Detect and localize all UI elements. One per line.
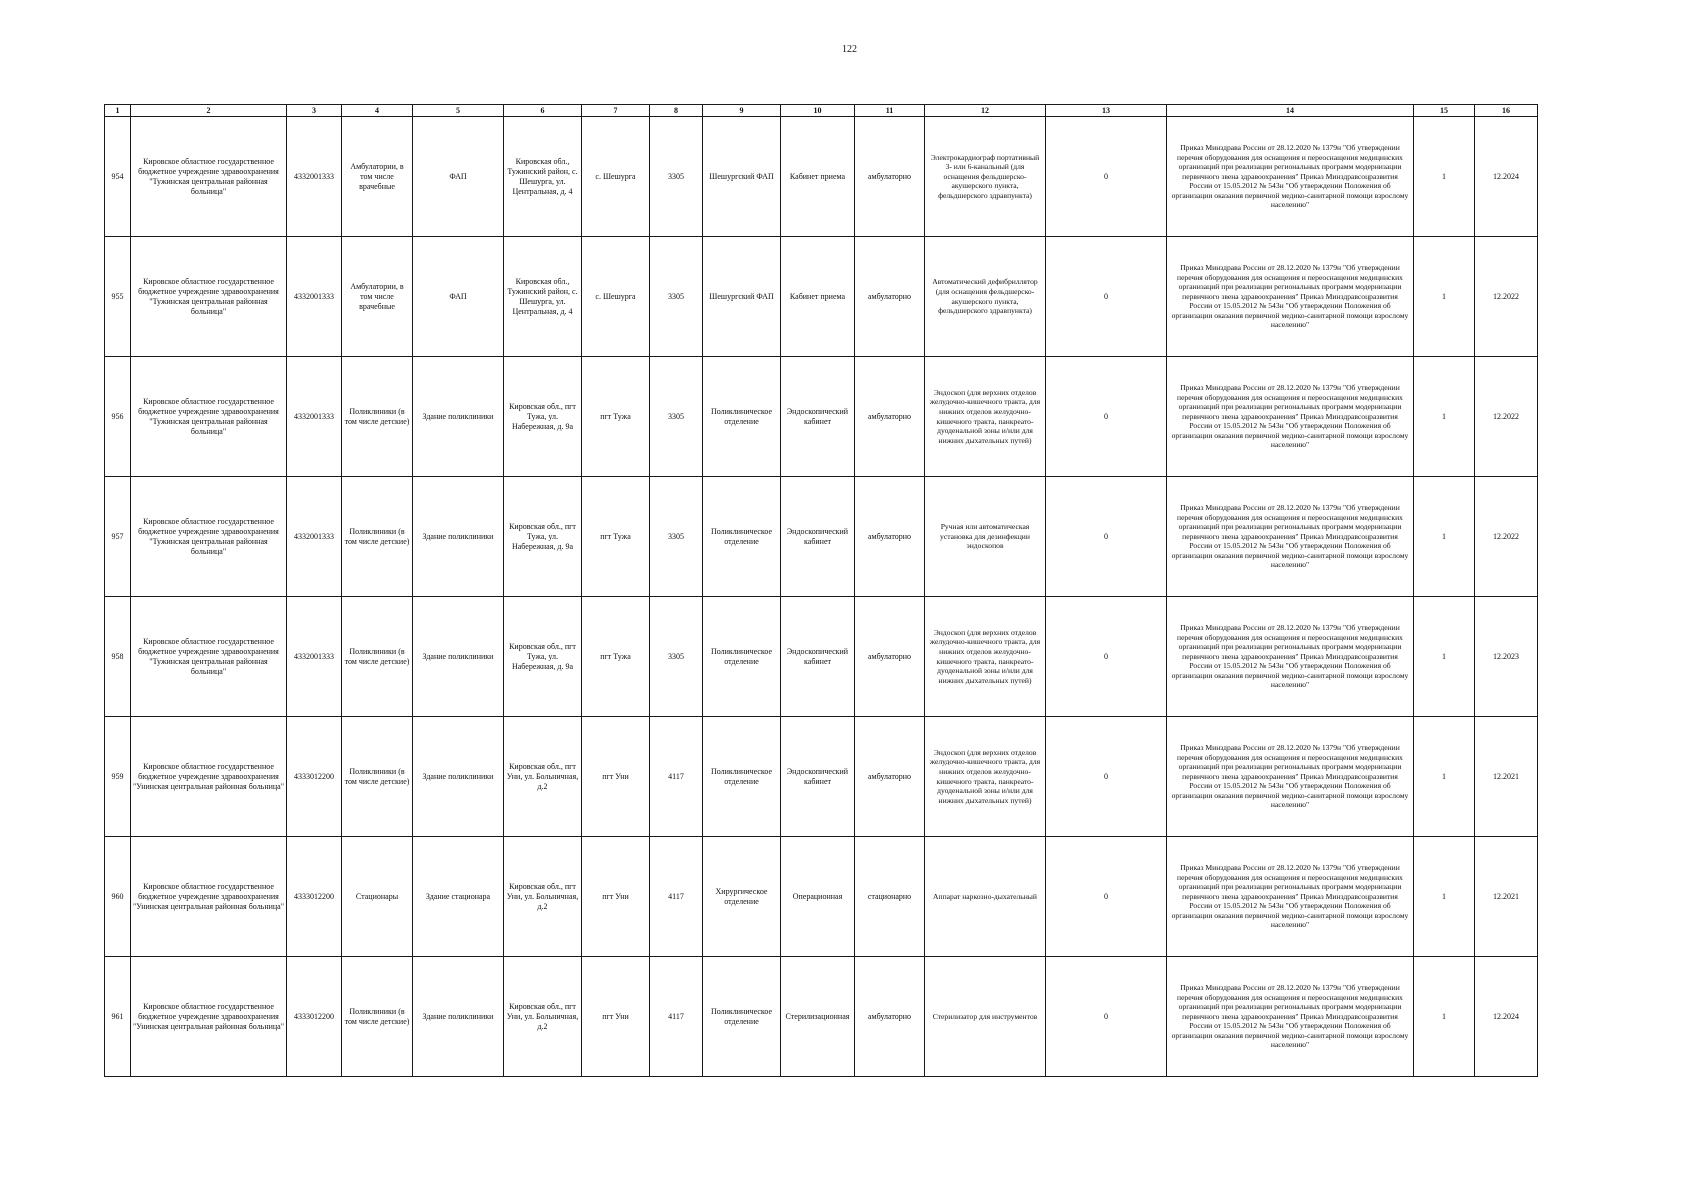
department: Поликлиническое отделение <box>703 357 781 477</box>
regulation: Приказ Минздрава России от 28.12.2020 № 1379н "Об утверждении перечня оборудования для оснащения и переоснащения медицинских организаций при реализации региональных программ модернизации первичного звена здравоохранения" Приказ Минздравсоцразвития России от 15.05.2012 № 543н "Об утверждении Положения об организации оказания первичной медико-санитарной помощи взрослому населению" <box>1167 237 1414 357</box>
column-header: 16 <box>1475 105 1538 117</box>
building: Здание поликлиники <box>413 717 504 837</box>
code: 3305 <box>650 237 703 357</box>
table-row <box>105 957 1538 1077</box>
room: Операционная <box>781 837 855 957</box>
delivery-date: 12.2021 <box>1475 837 1538 957</box>
inn: 4332001333 <box>287 117 342 237</box>
equipment-name: Эндоскоп (для верхних отделов желудочно-кишечного тракта, для нижних отделов желудочно-кишечного тракта, панкреато-дуоденальной зоны и/или для нижних дыхательных путей) <box>925 597 1046 717</box>
department: Шешургский ФАП <box>703 237 781 357</box>
code: 4117 <box>650 957 703 1077</box>
regulation: Приказ Минздрава России от 28.12.2020 № 1379н "Об утверждении перечня оборудования для оснащения и переоснащения медицинских организаций при реализации региональных программ модернизации первичного звена здравоохранения" Приказ Минздравсоцразвития России от 15.05.2012 № 543н "Об утверждении Положения об организации оказания первичной медико-санитарной помощи взрослому населению" <box>1167 357 1414 477</box>
building: Здание поликлиники <box>413 357 504 477</box>
care-mode: стационарно <box>855 837 925 957</box>
delivery-date: 12.2021 <box>1475 717 1538 837</box>
room: Стерилизационная <box>781 957 855 1077</box>
column-header: 15 <box>1414 105 1475 117</box>
table-row <box>105 837 1538 957</box>
row-number: 960 <box>105 837 131 957</box>
building: Здание поликлиники <box>413 957 504 1077</box>
care-mode: амбулаторно <box>855 717 925 837</box>
organization-name: Кировское областное государственное бюджетное учреждение здравоохранения "Тужинская центральная районная больница" <box>131 477 287 597</box>
inn: 4333012200 <box>287 957 342 1077</box>
inn: 4332001333 <box>287 357 342 477</box>
equipment-name: Аппарат наркозно-дыхательный <box>925 837 1046 957</box>
locality: пгт Уни <box>582 957 650 1077</box>
column-header: 14 <box>1167 105 1414 117</box>
regulation: Приказ Минздрава России от 28.12.2020 № 1379н "Об утверждении перечня оборудования для оснащения и переоснащения медицинских организаций при реализации региональных программ модернизации первичного звена здравоохранения" Приказ Минздравсоцразвития России от 15.05.2012 № 543н "Об утверждении Положения об организации оказания первичной медико-санитарной помощи взрослому населению" <box>1167 597 1414 717</box>
table-row <box>105 117 1538 237</box>
table-row <box>105 597 1538 717</box>
table-body <box>105 117 1538 1077</box>
facility-type: Поликлиники (в том числе детские) <box>342 477 413 597</box>
delivery-date: 12.2024 <box>1475 957 1538 1077</box>
locality: с. Шешурга <box>582 117 650 237</box>
organization-name: Кировское областное государственное бюджетное учреждение здравоохранения "Тужинская центральная районная больница" <box>131 237 287 357</box>
code: 3305 <box>650 357 703 477</box>
delivery-date: 12.2022 <box>1475 237 1538 357</box>
organization-name: Кировское областное государственное бюджетное учреждение здравоохранения "Тужинская центральная районная больница" <box>131 117 287 237</box>
care-mode: амбулаторно <box>855 957 925 1077</box>
room: Эндоскопический кабинет <box>781 717 855 837</box>
equipment-table <box>104 104 1538 1077</box>
planned-count: 1 <box>1414 837 1475 957</box>
locality: пгт Уни <box>582 717 650 837</box>
locality: пгт Тужа <box>582 357 650 477</box>
column-header: 2 <box>131 105 287 117</box>
row-number: 955 <box>105 237 131 357</box>
address: Кировская обл., пгт Тужа, ул. Набережная, д. 9а <box>504 597 582 717</box>
row-number: 958 <box>105 597 131 717</box>
room: Эндоскопический кабинет <box>781 597 855 717</box>
organization-name: Кировское областное государственное бюджетное учреждение здравоохранения "Унинская центральная районная больница" <box>131 837 287 957</box>
address: Кировская обл., Тужинский район, с. Шешурга, ул. Центральная, д. 4 <box>504 237 582 357</box>
row-number: 961 <box>105 957 131 1077</box>
column-header: 3 <box>287 105 342 117</box>
address: Кировская обл., пгт Тужа, ул. Набережная, д. 9а <box>504 357 582 477</box>
column-header: 10 <box>781 105 855 117</box>
planned-count: 1 <box>1414 477 1475 597</box>
building: Здание стационара <box>413 837 504 957</box>
inn: 4332001333 <box>287 237 342 357</box>
code: 4117 <box>650 717 703 837</box>
delivery-date: 12.2023 <box>1475 597 1538 717</box>
table-row <box>105 717 1538 837</box>
row-number: 959 <box>105 717 131 837</box>
organization-name: Кировское областное государственное бюджетное учреждение здравоохранения "Унинская центральная районная больница" <box>131 717 287 837</box>
equipment-name: Эндоскоп (для верхних отделов желудочно-кишечного тракта, для нижних отделов желудочно-кишечного тракта, панкреато-дуоденальной зоны и/или для нижних дыхательных путей) <box>925 717 1046 837</box>
regulation: Приказ Минздрава России от 28.12.2020 № 1379н "Об утверждении перечня оборудования для оснащения и переоснащения медицинских организаций при реализации региональных программ модернизации первичного звена здравоохранения" Приказ Минздравсоцразвития России от 15.05.2012 № 543н "Об утверждении Положения об организации оказания первичной медико-санитарной помощи взрослому населению" <box>1167 717 1414 837</box>
column-header: 11 <box>855 105 925 117</box>
room: Кабинет приема <box>781 237 855 357</box>
room: Эндоскопический кабинет <box>781 357 855 477</box>
care-mode: амбулаторно <box>855 237 925 357</box>
inn: 4332001333 <box>287 477 342 597</box>
column-header: 7 <box>582 105 650 117</box>
planned-count: 1 <box>1414 717 1475 837</box>
column-header: 9 <box>703 105 781 117</box>
column-header: 4 <box>342 105 413 117</box>
address: Кировская обл., Тужинский район, с. Шешурга, ул. Центральная, д. 4 <box>504 117 582 237</box>
locality: пгт Тужа <box>582 597 650 717</box>
table-row <box>105 237 1538 357</box>
column-header: 6 <box>504 105 582 117</box>
building: Здание поликлиники <box>413 477 504 597</box>
code: 4117 <box>650 837 703 957</box>
building: ФАП <box>413 117 504 237</box>
table-header <box>105 105 1538 117</box>
facility-type: Поликлиники (в том числе детские) <box>342 357 413 477</box>
care-mode: амбулаторно <box>855 357 925 477</box>
existing-count: 0 <box>1046 237 1167 357</box>
row-number: 954 <box>105 117 131 237</box>
column-header: 5 <box>413 105 504 117</box>
department: Поликлиническое отделение <box>703 477 781 597</box>
row-number: 957 <box>105 477 131 597</box>
department: Поликлиническое отделение <box>703 957 781 1077</box>
facility-type: Поликлиники (в том числе детские) <box>342 957 413 1077</box>
inn: 4332001333 <box>287 597 342 717</box>
equipment-table-container <box>104 104 1538 1077</box>
facility-type: Стационары <box>342 837 413 957</box>
delivery-date: 12.2022 <box>1475 357 1538 477</box>
department: Поликлиническое отделение <box>703 717 781 837</box>
facility-type: Амбулатории, в том числе врачебные <box>342 237 413 357</box>
delivery-date: 12.2022 <box>1475 477 1538 597</box>
department: Поликлиническое отделение <box>703 597 781 717</box>
existing-count: 0 <box>1046 477 1167 597</box>
building: Здание поликлиники <box>413 597 504 717</box>
care-mode: амбулаторно <box>855 477 925 597</box>
planned-count: 1 <box>1414 357 1475 477</box>
room: Кабинет приема <box>781 117 855 237</box>
room: Эндоскопический кабинет <box>781 477 855 597</box>
facility-type: Амбулатории, в том числе врачебные <box>342 117 413 237</box>
locality: пгт Уни <box>582 837 650 957</box>
regulation: Приказ Минздрава России от 28.12.2020 № 1379н "Об утверждении перечня оборудования для оснащения и переоснащения медицинских организаций при реализации региональных программ модернизации первичного звена здравоохранения" Приказ Минздравсоцразвития России от 15.05.2012 № 543н "Об утверждении Положения об организации оказания первичной медико-санитарной помощи взрослому населению" <box>1167 957 1414 1077</box>
building: ФАП <box>413 237 504 357</box>
existing-count: 0 <box>1046 717 1167 837</box>
address: Кировская обл., пгт Уни, ул. Больничная, д.2 <box>504 837 582 957</box>
existing-count: 0 <box>1046 837 1167 957</box>
table-row <box>105 357 1538 477</box>
equipment-name: Электрокардиограф портативный 3- или 6-канальный (для оснащения фельдшерско-акушерского пункта, фельдшерского здравпункта) <box>925 117 1046 237</box>
existing-count: 0 <box>1046 117 1167 237</box>
existing-count: 0 <box>1046 357 1167 477</box>
department: Шешургский ФАП <box>703 117 781 237</box>
equipment-name: Стерилизатор для инструментов <box>925 957 1046 1077</box>
organization-name: Кировское областное государственное бюджетное учреждение здравоохранения "Унинская центральная районная больница" <box>131 957 287 1077</box>
code: 3305 <box>650 477 703 597</box>
row-number: 956 <box>105 357 131 477</box>
organization-name: Кировское областное государственное бюджетное учреждение здравоохранения "Тужинская центральная районная больница" <box>131 597 287 717</box>
equipment-name: Эндоскоп (для верхних отделов желудочно-кишечного тракта, для нижних отделов желудочно-кишечного тракта, панкреато-дуоденальной зоны и/или для нижних дыхательных путей) <box>925 357 1046 477</box>
code: 3305 <box>650 117 703 237</box>
equipment-name: Ручная или автоматическая установка для дезинфекции эндоскопов <box>925 477 1046 597</box>
delivery-date: 12.2024 <box>1475 117 1538 237</box>
locality: с. Шешурга <box>582 237 650 357</box>
care-mode: амбулаторно <box>855 597 925 717</box>
facility-type: Поликлиники (в том числе детские) <box>342 597 413 717</box>
column-header: 8 <box>650 105 703 117</box>
page-number: 122 <box>842 44 857 55</box>
department: Хирургическое отделение <box>703 837 781 957</box>
planned-count: 1 <box>1414 117 1475 237</box>
column-number-row <box>105 105 1538 117</box>
code: 3305 <box>650 597 703 717</box>
regulation: Приказ Минздрава России от 28.12.2020 № 1379н "Об утверждении перечня оборудования для оснащения и переоснащения медицинских организаций при реализации региональных программ модернизации первичного звена здравоохранения" Приказ Минздравсоцразвития России от 15.05.2012 № 543н "Об утверждении Положения об организации оказания первичной медико-санитарной помощи взрослому населению" <box>1167 837 1414 957</box>
planned-count: 1 <box>1414 957 1475 1077</box>
care-mode: амбулаторно <box>855 117 925 237</box>
organization-name: Кировское областное государственное бюджетное учреждение здравоохранения "Тужинская центральная районная больница" <box>131 357 287 477</box>
planned-count: 1 <box>1414 597 1475 717</box>
equipment-name: Автоматический дефибриллятор (для оснащения фельдшерско-акушерского пункта, фельдшерского здравпункта) <box>925 237 1046 357</box>
address: Кировская обл., пгт Уни, ул. Больничная, д.2 <box>504 717 582 837</box>
regulation: Приказ Минздрава России от 28.12.2020 № 1379н "Об утверждении перечня оборудования для оснащения и переоснащения медицинских организаций при реализации региональных программ модернизации первичного звена здравоохранения" Приказ Минздравсоцразвития России от 15.05.2012 № 543н "Об утверждении Положения об организации оказания первичной медико-санитарной помощи взрослому населению" <box>1167 117 1414 237</box>
inn: 4333012200 <box>287 837 342 957</box>
column-header: 12 <box>925 105 1046 117</box>
inn: 4333012200 <box>287 717 342 837</box>
table-row <box>105 477 1538 597</box>
address: Кировская обл., пгт Уни, ул. Больничная, д.2 <box>504 957 582 1077</box>
locality: пгт Тужа <box>582 477 650 597</box>
column-header: 13 <box>1046 105 1167 117</box>
regulation: Приказ Минздрава России от 28.12.2020 № 1379н "Об утверждении перечня оборудования для оснащения и переоснащения медицинских организаций при реализации региональных программ модернизации первичного звена здравоохранения" Приказ Минздравсоцразвития России от 15.05.2012 № 543н "Об утверждении Положения об организации оказания первичной медико-санитарной помощи взрослому населению" <box>1167 477 1414 597</box>
column-header: 1 <box>105 105 131 117</box>
existing-count: 0 <box>1046 597 1167 717</box>
address: Кировская обл., пгт Тужа, ул. Набережная, д. 9а <box>504 477 582 597</box>
existing-count: 0 <box>1046 957 1167 1077</box>
facility-type: Поликлиники (в том числе детские) <box>342 717 413 837</box>
planned-count: 1 <box>1414 237 1475 357</box>
